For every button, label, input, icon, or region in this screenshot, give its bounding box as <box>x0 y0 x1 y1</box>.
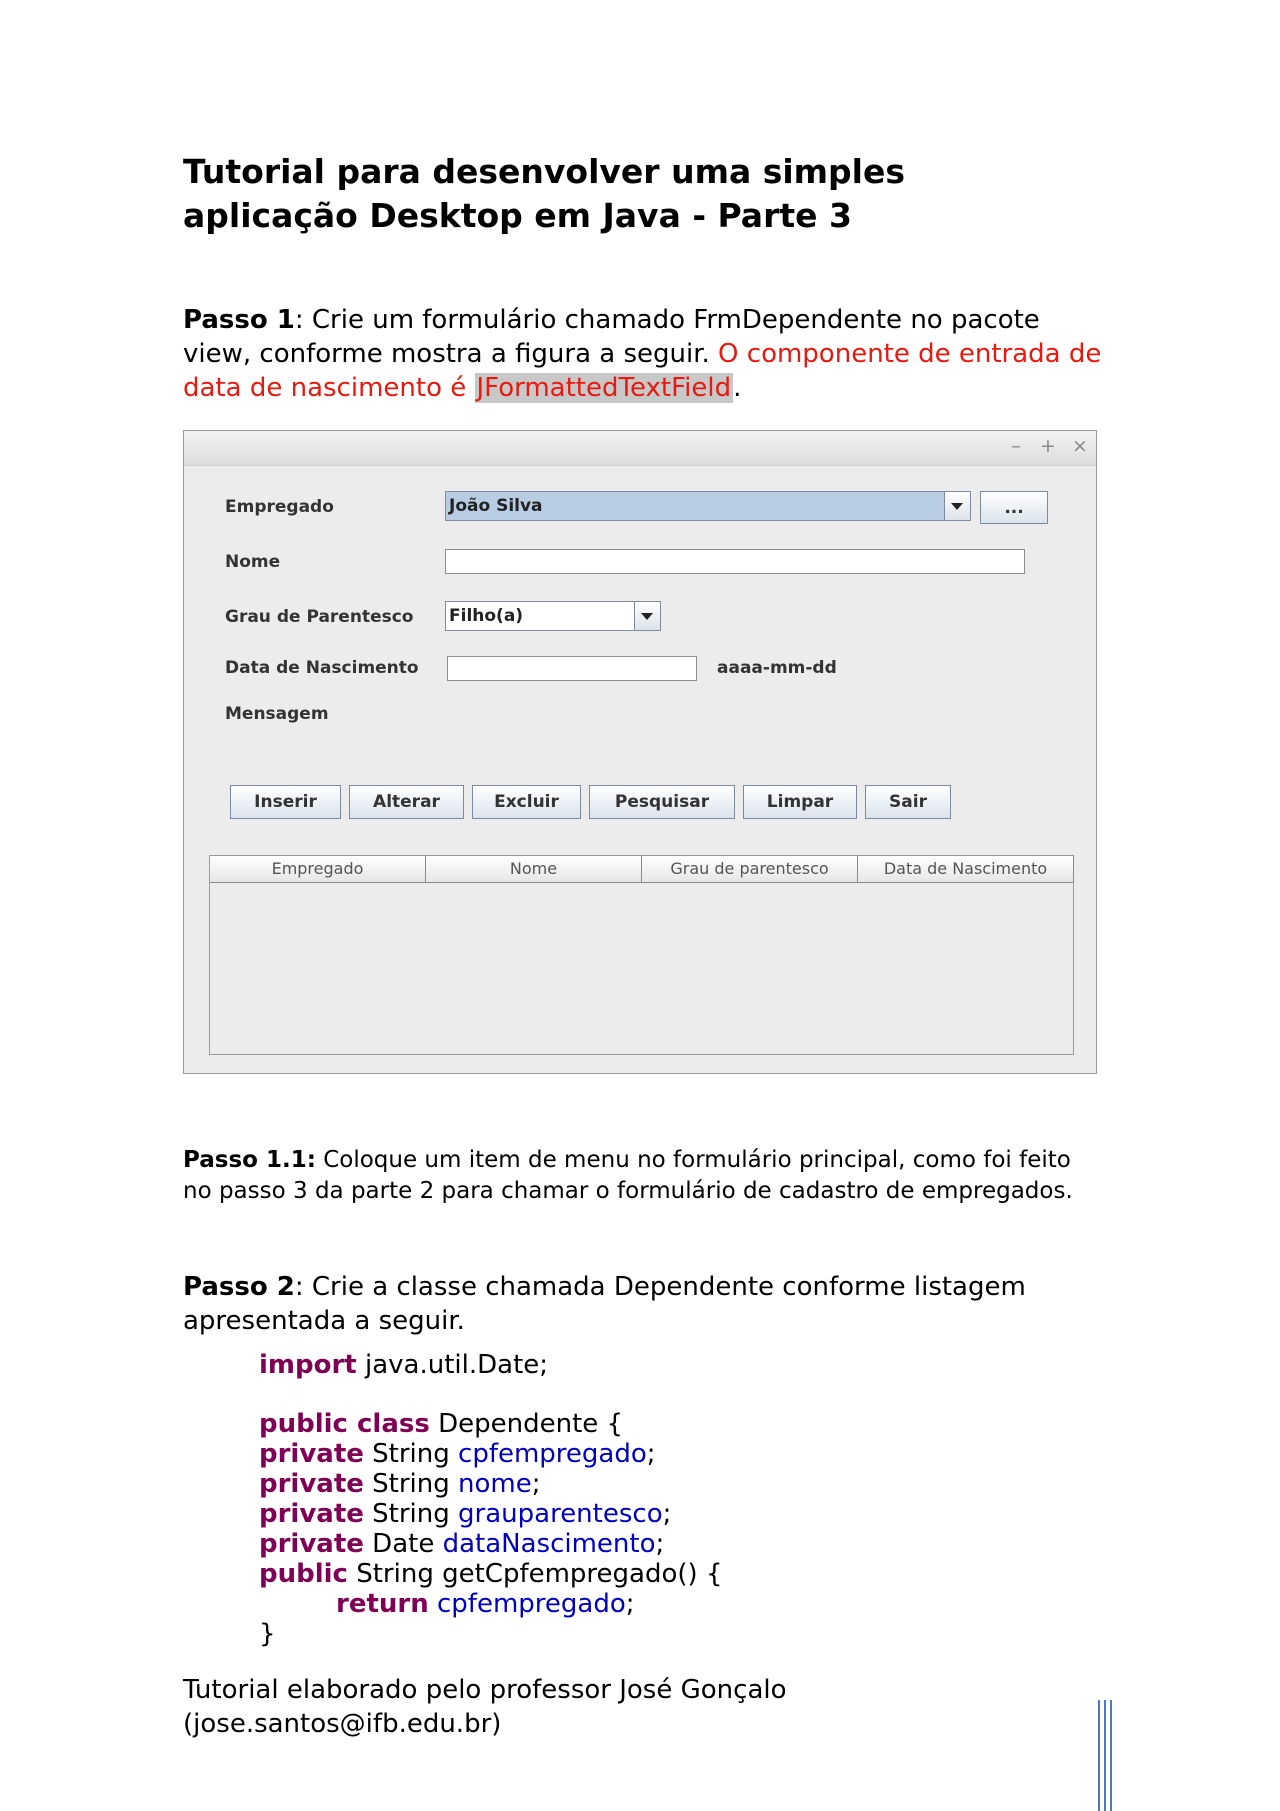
excluir-button[interactable]: Excluir <box>472 785 581 819</box>
code-keyword: public class <box>259 1409 430 1439</box>
footer-line-2: (jose.santos@ifb.edu.br) <box>183 1709 502 1739</box>
grau-combo[interactable] <box>445 601 661 631</box>
java-window-screenshot <box>183 430 1097 1074</box>
code-text <box>429 1589 437 1619</box>
close-icon[interactable]: × <box>1072 435 1088 457</box>
code-field-line <box>259 1529 664 1559</box>
decorative-line <box>1110 1700 1112 1811</box>
code-keyword: private <box>259 1439 364 1469</box>
code-text: String <box>363 1499 459 1529</box>
code-keyword: return <box>336 1589 429 1619</box>
step-1-1-paragraph <box>183 1145 1113 1207</box>
pesquisar-button[interactable]: Pesquisar <box>589 785 735 819</box>
code-text: java.util.Date; <box>356 1350 549 1380</box>
code-import-line <box>259 1350 548 1380</box>
step-2-line-1: : Crie a classe chamada Dependente conforme listagem <box>294 1272 1026 1302</box>
code-text: ; <box>662 1499 672 1529</box>
table-header-empregado[interactable]: Empregado <box>210 856 426 883</box>
footer <box>183 1673 1113 1741</box>
code-text: String <box>363 1469 459 1499</box>
mensagem-label: Mensagem <box>225 704 329 724</box>
data-nascimento-input[interactable] <box>447 656 697 681</box>
table-header-nome[interactable]: Nome <box>426 856 642 883</box>
code-getter-line <box>259 1559 722 1589</box>
step-1-paragraph <box>183 303 1113 405</box>
step-1-red-2: data de nascimento é <box>183 373 475 403</box>
table-header-data[interactable]: Data de Nascimento <box>858 856 1074 883</box>
grau-combo-value: Filho(a) <box>449 606 524 626</box>
footer-line-1: Tutorial elaborado pelo professor José Gonçalo <box>183 1675 787 1705</box>
title-line-1: Tutorial para desenvolver uma simples <box>183 152 906 191</box>
code-keyword: public <box>259 1559 348 1589</box>
title-line-2: aplicação Desktop em Java - Parte 3 <box>183 196 852 235</box>
code-field-line <box>259 1469 541 1499</box>
inserir-button[interactable]: Inserir <box>230 785 341 819</box>
sair-button[interactable]: Sair <box>865 785 951 819</box>
code-keyword: private <box>259 1499 364 1529</box>
decorative-line <box>1098 1700 1100 1811</box>
code-text: Date <box>363 1529 443 1559</box>
table-header-grau[interactable]: Grau de parentesco <box>642 856 858 883</box>
code-text: ; <box>531 1469 541 1499</box>
chevron-down-icon[interactable] <box>944 492 970 520</box>
step-1-red-1: O componente de entrada de <box>718 339 1102 369</box>
minimize-icon[interactable]: – <box>1011 435 1021 457</box>
window-titlebar <box>184 431 1096 466</box>
maximize-icon[interactable]: + <box>1040 435 1056 457</box>
code-text: String <box>363 1439 459 1469</box>
code-field-name: dataNascimento <box>442 1529 656 1559</box>
code-class-line <box>259 1409 623 1439</box>
code-close-brace: } <box>259 1619 276 1649</box>
code-text: String getCpfempregado() { <box>347 1559 723 1589</box>
empregado-combo[interactable] <box>445 491 971 521</box>
date-format-hint: aaaa-mm-dd <box>717 658 837 678</box>
step-1-1-label: Passo 1.1: <box>183 1147 316 1173</box>
empregado-combo-value: João Silva <box>449 496 543 516</box>
code-text: Dependente { <box>429 1409 624 1439</box>
limpar-button[interactable]: Limpar <box>743 785 857 819</box>
chevron-down-icon[interactable] <box>634 602 660 630</box>
code-keyword: import <box>259 1350 357 1380</box>
step-2-label: Passo 2 <box>183 1272 295 1302</box>
code-text: ; <box>655 1529 665 1559</box>
code-return-line <box>336 1589 635 1619</box>
nome-label: Nome <box>225 552 281 572</box>
code-keyword: private <box>259 1469 364 1499</box>
step-1-text-1: : Crie um formulário chamado FrmDependente no pacote <box>294 305 1040 335</box>
document-title <box>183 150 1083 238</box>
code-field-line <box>259 1439 656 1469</box>
jformattedtextfield-highlight: JFormattedTextField <box>476 373 732 403</box>
code-field-name: cpfempregado <box>458 1439 647 1469</box>
step-1-1-line-1: Coloque um item de menu no formulário principal, como foi feito <box>315 1147 1071 1173</box>
code-text: ; <box>646 1439 656 1469</box>
decorative-line <box>1104 1700 1106 1811</box>
search-empregado-button[interactable]: ... <box>980 491 1048 524</box>
step-1-end: . <box>733 373 742 403</box>
step-2-line-2: apresentada a seguir. <box>183 1306 465 1336</box>
code-text: ; <box>625 1589 635 1619</box>
nome-input[interactable] <box>445 549 1025 574</box>
empregado-label: Empregado <box>225 497 334 517</box>
code-keyword: private <box>259 1529 364 1559</box>
alterar-button[interactable]: Alterar <box>349 785 464 819</box>
grau-label: Grau de Parentesco <box>225 607 414 627</box>
data-label: Data de Nascimento <box>225 658 419 678</box>
step-1-1-line-2: no passo 3 da parte 2 para chamar o formulário de cadastro de empregados. <box>183 1178 1073 1204</box>
code-field-name: nome <box>458 1469 532 1499</box>
code-field-line <box>259 1499 671 1529</box>
code-field-name: cpfempregado <box>437 1589 626 1619</box>
step-2-paragraph <box>183 1270 1113 1338</box>
dependentes-table <box>209 855 1074 1055</box>
step-1-label: Passo 1 <box>183 305 295 335</box>
step-1-text-2: view, conforme mostra a figura a seguir. <box>183 339 719 369</box>
code-field-name: grauparentesco <box>458 1499 663 1529</box>
